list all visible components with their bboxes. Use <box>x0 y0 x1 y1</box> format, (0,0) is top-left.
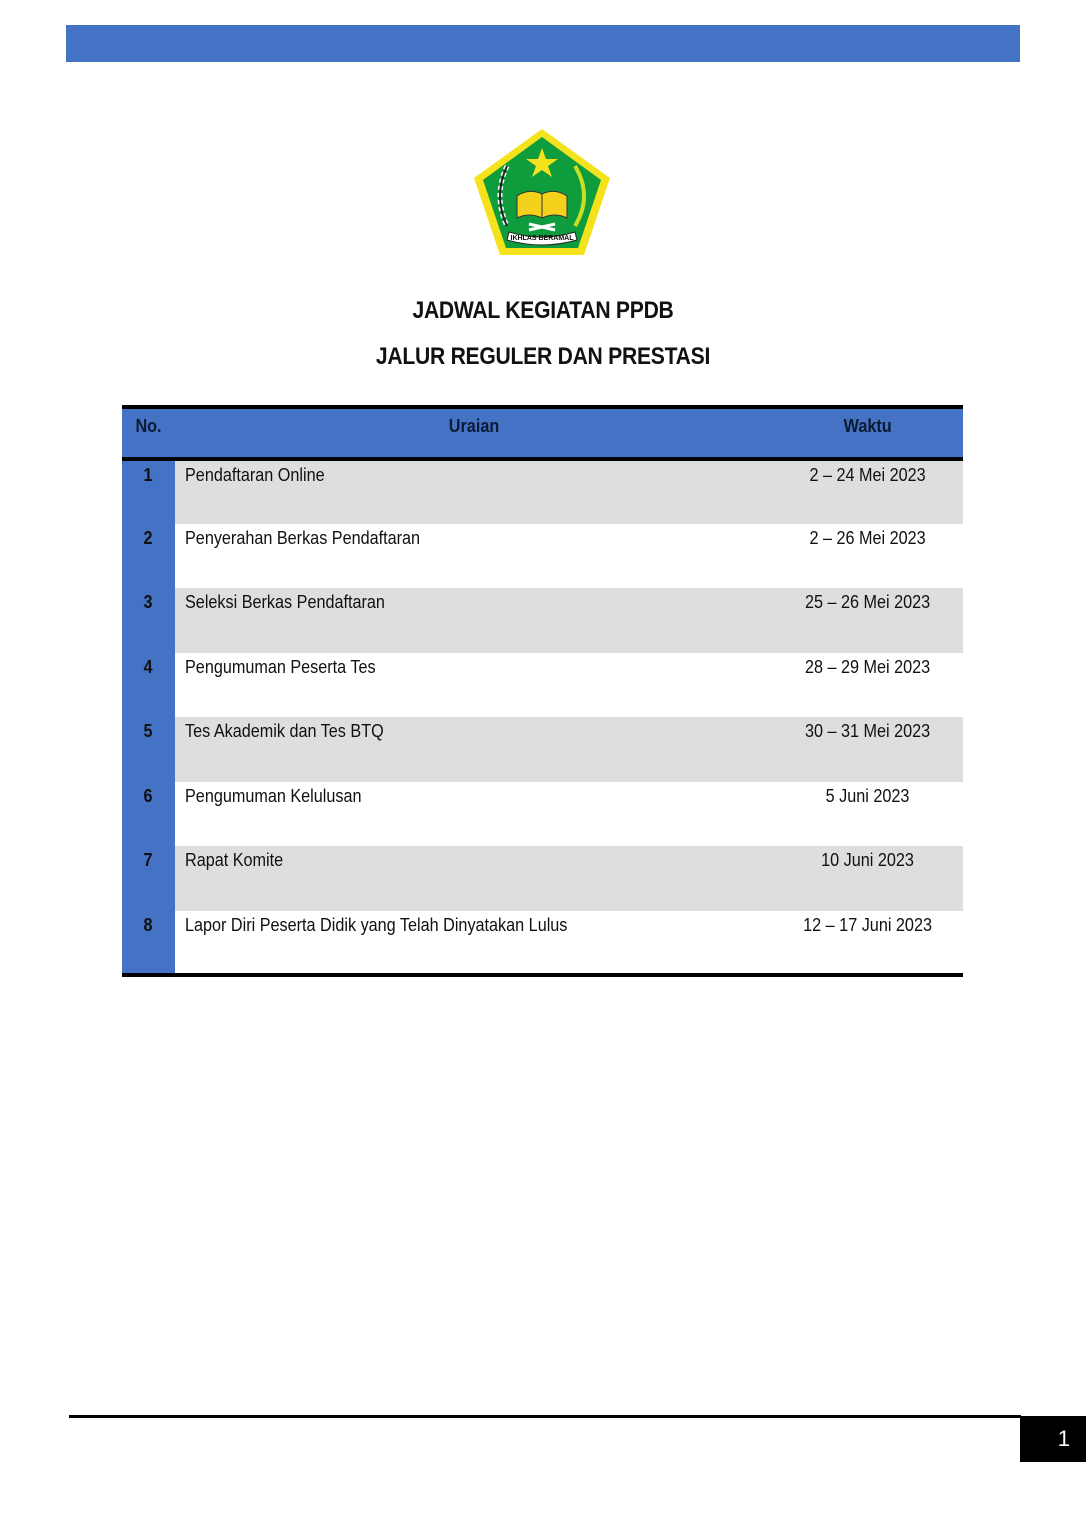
row-waktu: 2 – 24 Mei 2023 <box>773 459 963 524</box>
row-uraian: Tes Akademik dan Tes BTQ <box>175 717 773 782</box>
row-uraian: Lapor Diri Peserta Didik yang Telah Dinyatakan Lulus <box>175 911 773 976</box>
header-no: No. <box>122 407 175 459</box>
footer-divider <box>69 1415 1021 1418</box>
page-number-label: 1 <box>1057 1426 1070 1451</box>
table-row <box>122 782 963 847</box>
row-waktu: 25 – 26 Mei 2023 <box>773 588 963 653</box>
table-row <box>122 911 963 976</box>
table-row <box>122 653 963 718</box>
row-uraian: Penyerahan Berkas Pendaftaran <box>185 527 421 548</box>
row-waktu: 2 – 26 Mei 2023 <box>809 527 927 548</box>
row-no: 3 <box>122 588 175 653</box>
row-no: 7 <box>122 846 175 911</box>
row-uraian: Rapat Komite <box>175 846 773 911</box>
row-waktu: 30 – 31 Mei 2023 <box>773 717 963 782</box>
header-bar <box>66 25 1020 62</box>
row-uraian: Pengumuman Peserta Tes <box>185 656 376 677</box>
table-row <box>122 459 963 524</box>
header-uraian: Uraian <box>175 407 773 459</box>
table-row <box>122 524 963 589</box>
table-header-row <box>122 407 963 459</box>
row-uraian: Pengumuman Kelulusan <box>185 785 362 806</box>
row-waktu: 12 – 17 Juni 2023 <box>773 911 963 976</box>
row-no: 8 <box>122 911 175 976</box>
row-no: 2 <box>122 524 175 589</box>
row-waktu: 10 Juni 2023 <box>773 846 963 911</box>
row-no: 6 <box>122 782 175 847</box>
row-no: 1 <box>122 459 175 524</box>
schedule-table <box>122 405 963 977</box>
table-row <box>122 717 963 782</box>
row-waktu: 28 – 29 Mei 2023 <box>805 656 931 677</box>
document-subtitle: JALUR REGULER DAN PRESTASI <box>375 343 711 370</box>
table-row <box>122 846 963 911</box>
document-title: JADWAL KEGIATAN PPDB <box>412 297 674 324</box>
table-row <box>122 588 963 653</box>
row-uraian: Seleksi Berkas Pendaftaran <box>175 588 773 653</box>
header-waktu: Waktu <box>773 407 963 459</box>
svg-text:IKHLAS BERAMAL: IKHLAS BERAMAL <box>510 235 574 242</box>
row-no: 4 <box>122 653 175 718</box>
kemenag-emblem-icon <box>471 126 613 258</box>
row-no: 5 <box>122 717 175 782</box>
page-number <box>1020 1416 1086 1462</box>
row-waktu: 5 Juni 2023 <box>826 785 910 806</box>
row-uraian: Pendaftaran Online <box>175 459 773 524</box>
